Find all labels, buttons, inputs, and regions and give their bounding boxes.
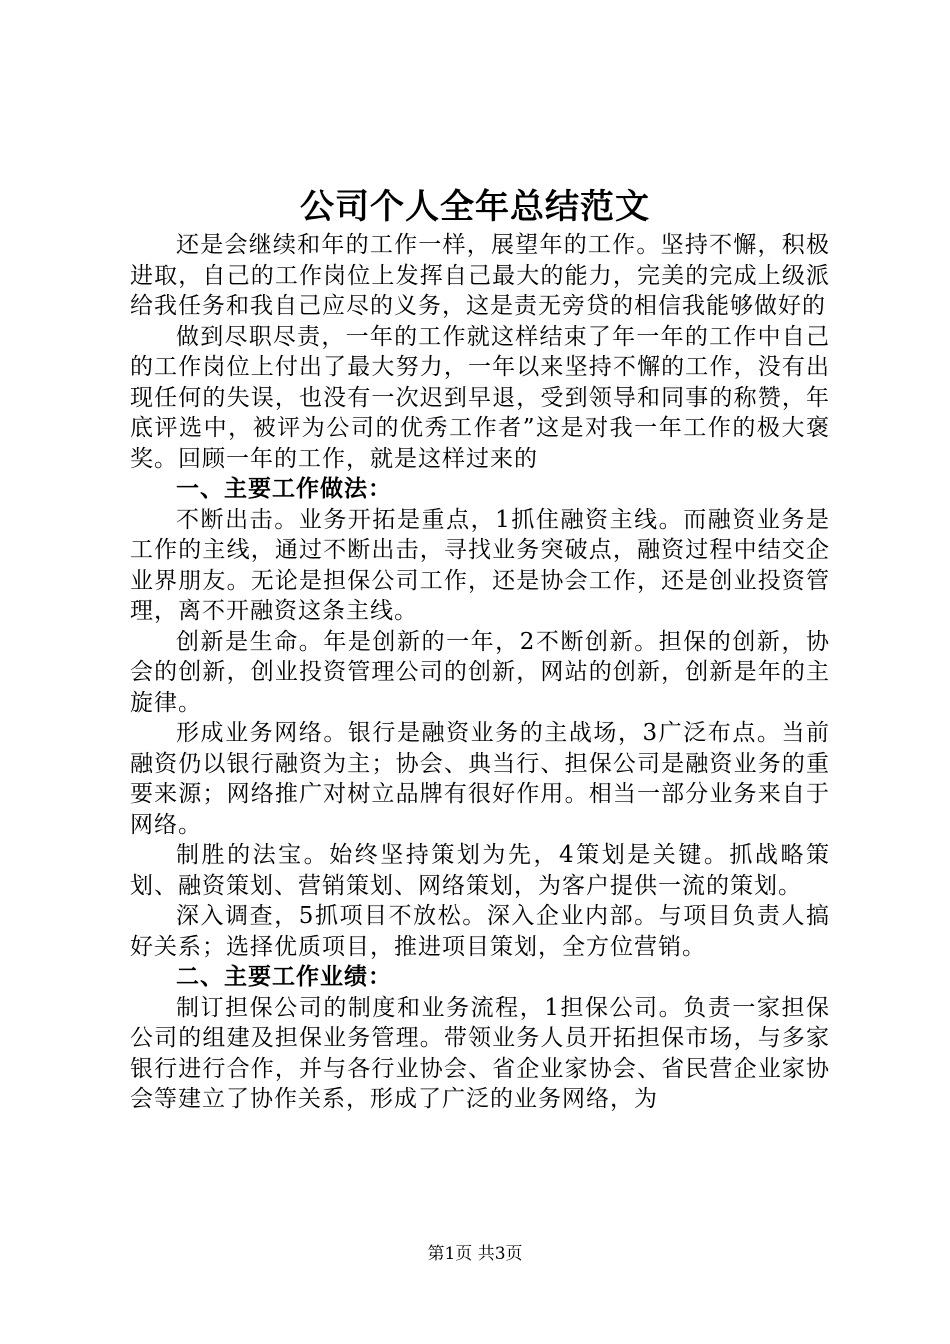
- page-footer: 第1页 共3页: [427, 1244, 523, 1264]
- section-heading: 二、主要工作业绩：: [176, 963, 392, 990]
- document-title: 公司个人全年总结范文: [300, 187, 650, 227]
- paragraph: 制订担保公司的制度和业务流程，1担保公司。负责一家担保公司的组建及担保业务管理。带领业务人员开拓担保市场，与多家银行进行合作，并与各行业协会、省企业家协会、省民营企业家协会等建立了协作关系，形成了广泛的业务网络，为: [130, 994, 830, 1112]
- paragraph: 创新是生命。年是创新的一年，2不断创新。担保的创新，协会的创新，创业投资管理公司的创新，网站的创新，创新是年的主旋律。: [130, 628, 830, 716]
- paragraph: 制胜的法宝。始终坚持策划为先，4策划是关键。抓战略策划、融资策划、营销策划、网络策划，为客户提供一流的策划。: [130, 842, 830, 899]
- paragraph: 深入调查，5抓项目不放松。深入企业内部。与项目负责人搞好关系；选择优质项目，推进项目策划，全方位营销。: [130, 903, 830, 960]
- paragraph: 还是会继续和年的工作一样，展望年的工作。坚持不懈，积极进取，自己的工作岗位上发挥自己最大的能力，完美的完成上级派给我任务和我自己应尽的义务，这是责无旁贷的相信我能够做好的: [130, 232, 830, 319]
- document-body: [130, 230, 830, 1115]
- section-heading: 一、主要工作做法：: [176, 475, 392, 502]
- paragraph: 形成业务网络。银行是融资业务的主战场，3广泛布点。当前融资仍以银行融资为主；协会、典当行、担保公司是融资业务的重要来源；网络推广对树立品牌有很好作用。相当一部分业务来自于网络。: [130, 720, 830, 838]
- paragraph: 做到尽职尽责，一年的工作就这样结束了年一年的工作中自己的工作岗位上付出了最大努力，一年以来坚持不懈的工作，没有出现任何的失误，也没有一次迟到早退，受到领导和同事的称赞，年底评选中，被评为公司的优秀工作者”这是对我一年工作的极大褒奖。回顾一年的工作，就是这样过来的: [130, 323, 830, 472]
- paragraph: 不断出击。业务开拓是重点，1抓住融资主线。而融资业务是工作的主线，通过不断出击，寻找业务突破点，融资过程中结交企业界朋友。无论是担保公司工作，还是协会工作，还是创业投资管理，离不开融资这条主线。: [130, 506, 830, 624]
